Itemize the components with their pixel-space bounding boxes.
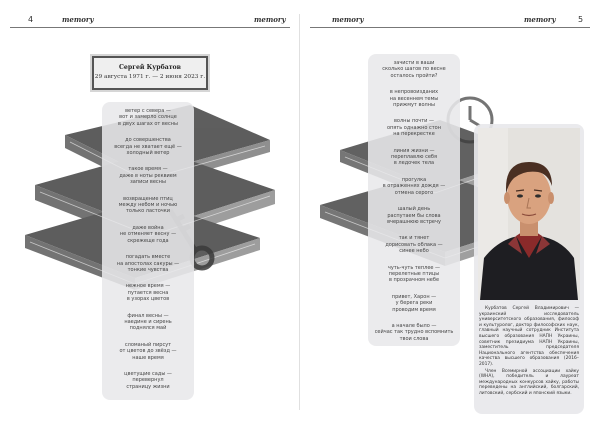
stanza: так и тянет дорисовать облака — синее небо	[385, 235, 443, 255]
header-rule-right	[310, 27, 590, 28]
author-bio-text	[479, 306, 579, 398]
author-bio-panel	[474, 124, 584, 414]
stanza: волны почти — опять однажно стон на перекрестке	[386, 118, 442, 138]
poem-column-right	[368, 54, 460, 346]
page-number-right: 5	[578, 15, 584, 24]
running-head-right-inner: memory	[332, 15, 364, 24]
stanza: в непровоизданих на весеннем темы прижмут волны	[389, 89, 439, 109]
stanza: возвращение птиц между небом и ночью только ласточки	[118, 195, 178, 215]
stanza: зачисти в ваши сколько шагов по весне осталось пройти?	[382, 60, 446, 79]
author-portrait	[478, 128, 580, 300]
stanza: цветущие сады — перевернул страницу жизни	[124, 370, 172, 390]
stanza: даже война не отменяет весну — скрежеще года	[119, 224, 177, 244]
stanza: привет, Харон — у берега реки проводим время	[391, 293, 437, 313]
stanza: линия жизни — переплавлю себя в ледочек тела	[391, 147, 437, 167]
stanza: шалый день распутаем бы слова вчерашнюю встречу	[387, 206, 441, 225]
page-number-left: 4	[28, 15, 34, 24]
stanza: до совершенства всегда не хватает ещё — холодный ветер	[114, 137, 182, 157]
stanza: чуть-чуть теплее — перелетные птицы в прозрачном небе	[387, 264, 441, 284]
stanza: финал весны — наедине и сирень поднялся май	[124, 312, 172, 332]
author-dates: 29 августа 1971 г. — 2 июня 2023 г.	[94, 74, 206, 80]
right-page-header	[310, 14, 590, 30]
stanza: прогулка в отраженнях дождя — отмена серого	[382, 176, 446, 196]
running-head-left: memory	[62, 15, 94, 24]
stanza: погадать вместе на апостолах сакуры — тонкие чувства	[116, 254, 180, 273]
stanza: ветер с севера — вот и замерло солнце в двух шагах от весны	[118, 108, 178, 127]
author-name: Сергей Курбатов	[119, 64, 181, 71]
stanza: сломаный пирсут от цветов до звёзд — наше время	[119, 341, 177, 361]
bio-paragraph: Курбатов Сергей Владимирович — украинский исследователь университетского образования, философ и культуролог, доктор философских наук, главный научный сотрудник Института высшего образования НАПН Украины, советник президиума НАПН Украины, заместитель председателя Национального агентства обеспечения качества высшего образования (2016–2017).	[479, 306, 579, 367]
stanza: а начале было — сейчас так трудно вспомнить твои слова	[374, 322, 454, 342]
bio-paragraph: Член Всемирной ассоциации хайку (WHA), победитель и лауреат международных конкурсов хайку, работы переведены на английский, болгарский, литовский, сербский и японский языки.	[479, 368, 579, 396]
running-head-left-outer: memory	[254, 15, 286, 24]
left-page-header	[10, 14, 290, 30]
author-title-box	[92, 56, 208, 90]
header-rule-left	[10, 27, 290, 28]
poem-column-left	[102, 102, 194, 400]
stanza: такое время — даже в ноты реквием записи весны	[119, 166, 177, 186]
running-head-right: memory	[524, 15, 556, 24]
stanza: нежное время — путается весна в узорах цветов	[125, 283, 171, 303]
